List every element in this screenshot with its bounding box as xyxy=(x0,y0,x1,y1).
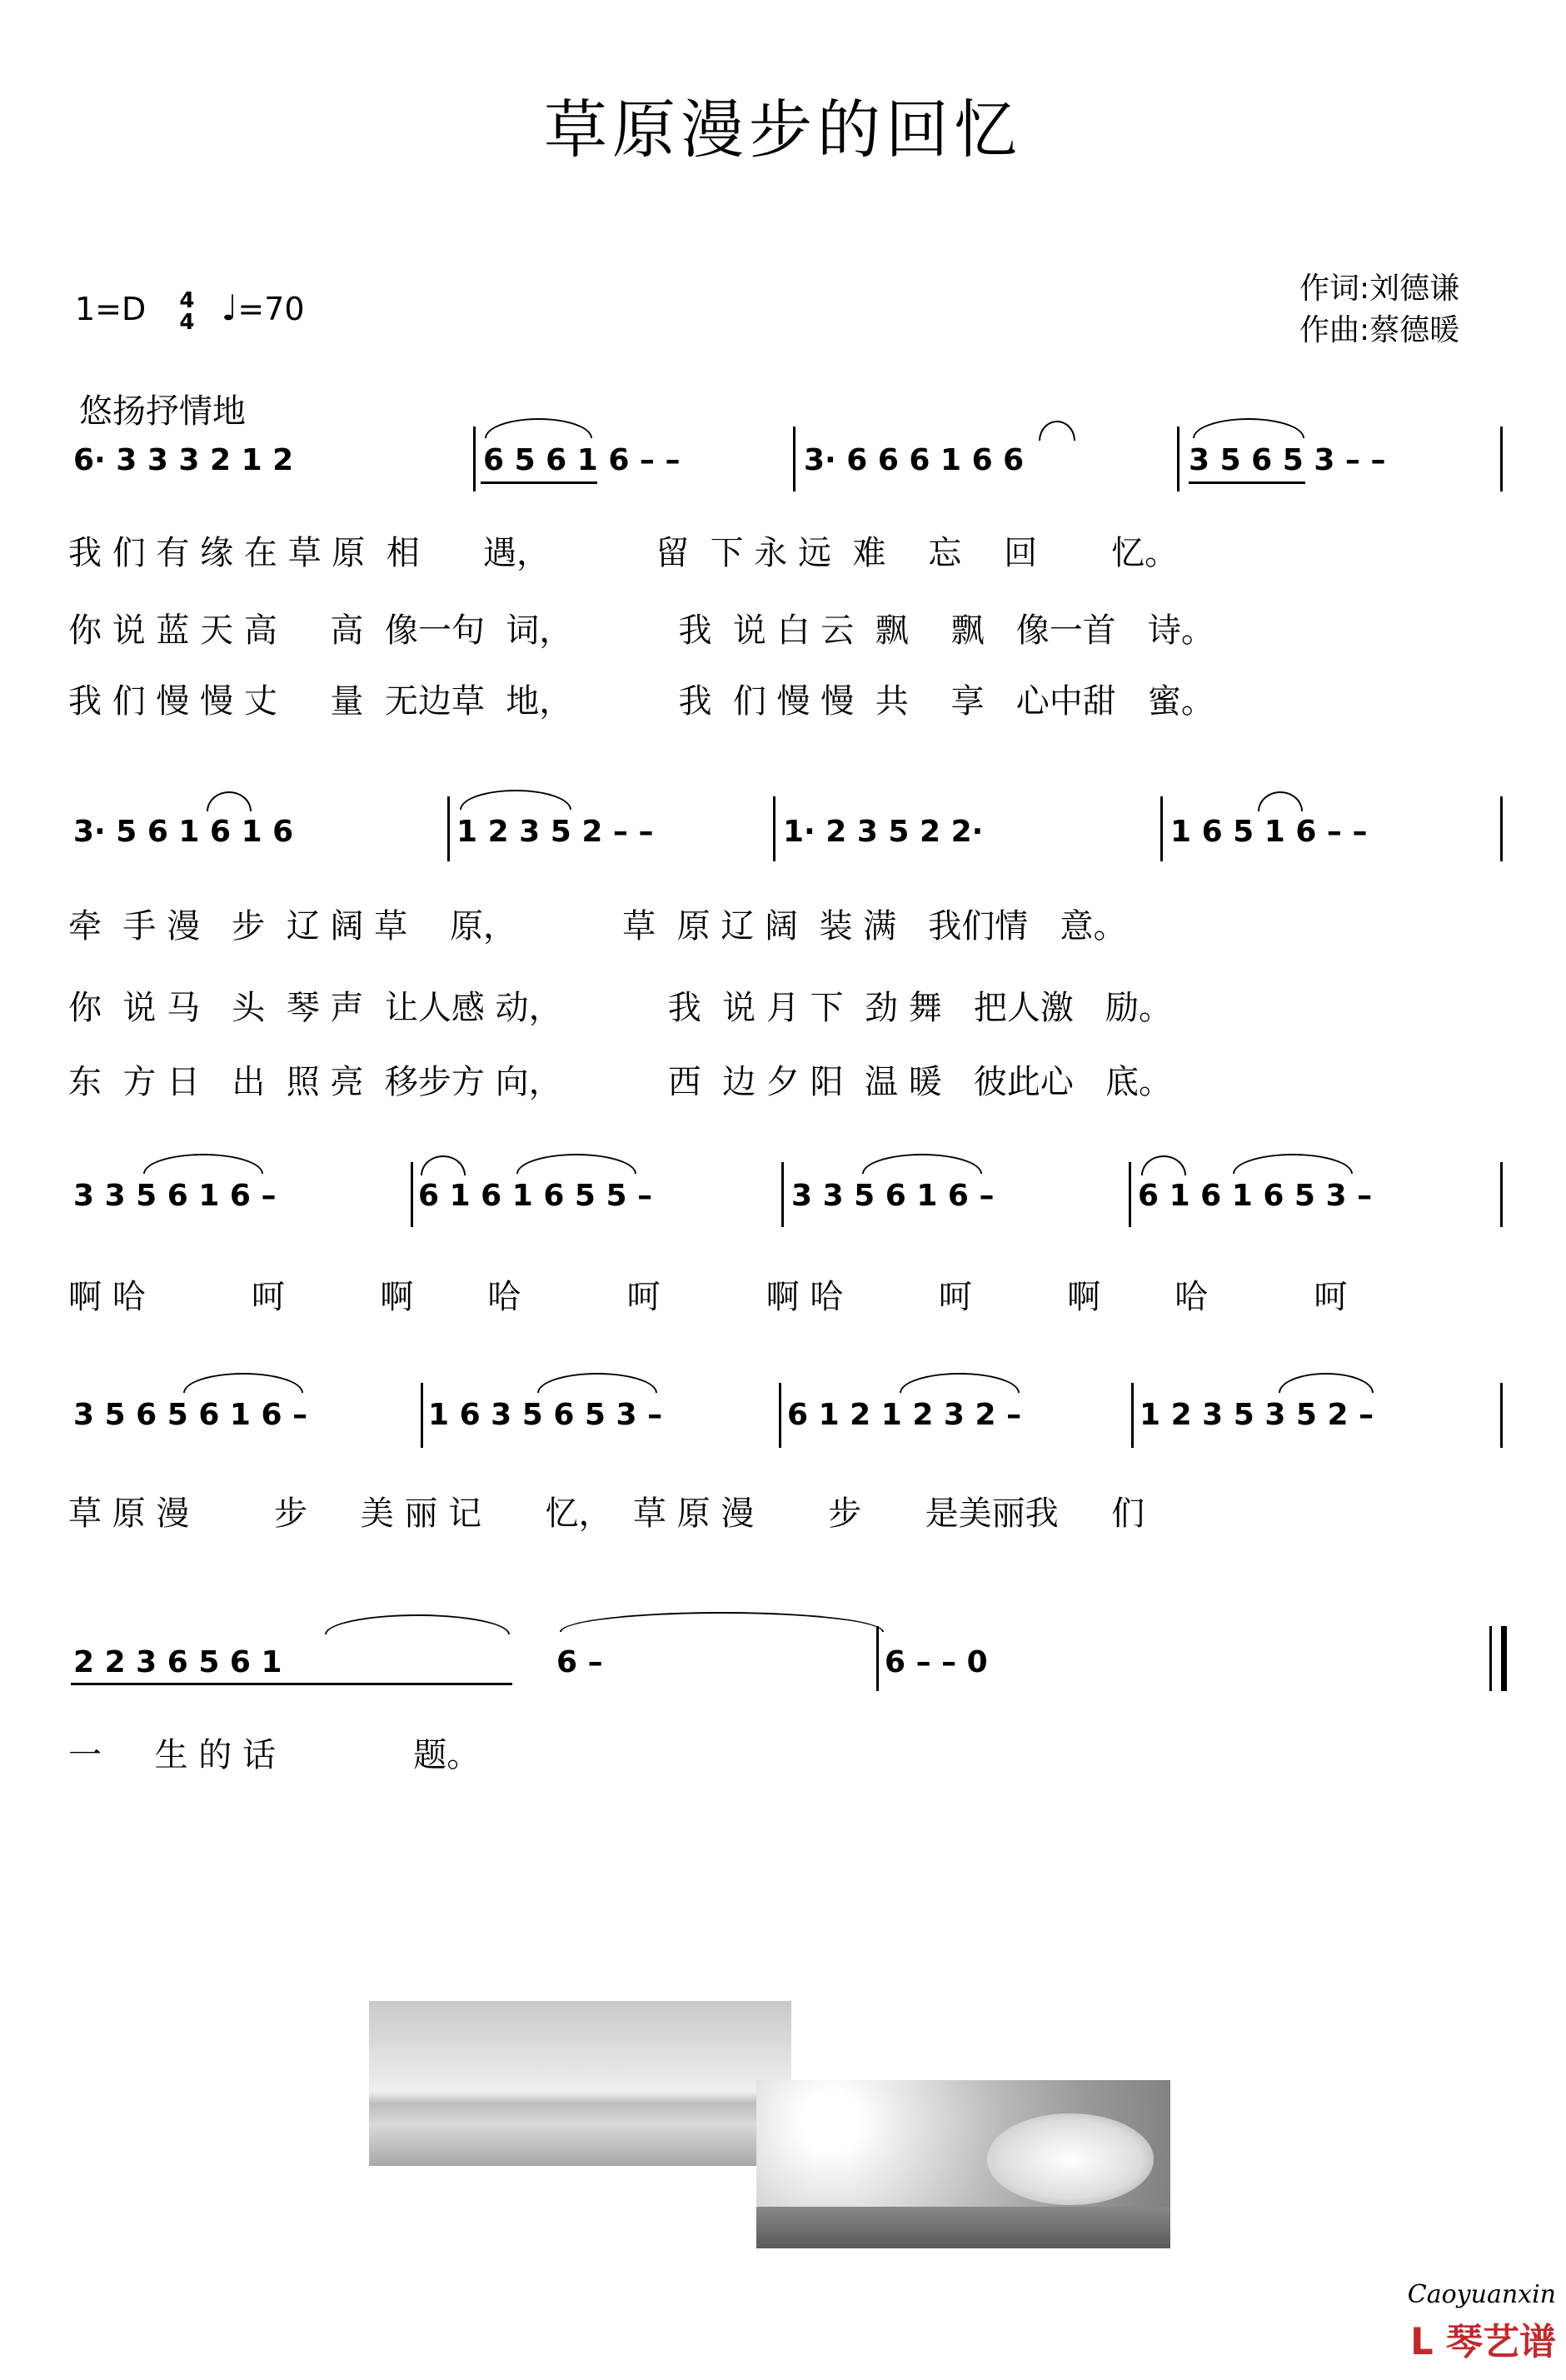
sunny-sky-photo xyxy=(756,2080,1170,2248)
composer: 作曲:蔡德暖 xyxy=(1299,313,1460,347)
expression-mark: 悠扬抒情地 xyxy=(79,392,246,431)
measure: 6 1 6 1 6 5 3 – xyxy=(1138,1179,1373,1213)
barline xyxy=(779,1383,781,1448)
watermark-text: Caoyuanxin xyxy=(1407,2280,1556,2309)
lyric-line: 草 原 漫 步 美 丽 记 忆， 草 原 漫 步 是美丽我 们 xyxy=(68,1494,1145,1533)
slur xyxy=(560,1612,884,1632)
lyric-line: 你 说 蓝 天 高 高 像一句 词， 我 说 白 云 飘 飘 像一首 诗。 xyxy=(68,611,1214,650)
underline xyxy=(481,481,597,484)
measure: 1· 2 3 5 2 2· xyxy=(783,815,984,849)
barline xyxy=(876,1626,879,1691)
slur xyxy=(421,1155,466,1175)
credits xyxy=(1299,268,1459,352)
final-barline xyxy=(1489,1626,1492,1691)
measure: 3· 6 6 6 1 6 6 xyxy=(804,443,1025,477)
underline xyxy=(71,1683,512,1685)
slur xyxy=(516,1154,636,1174)
barline xyxy=(781,1162,784,1227)
lyric-line: 我 们 慢 慢 丈 量 无边草 地， 我 们 慢 慢 共 享 心中甜 蜜。 xyxy=(68,682,1214,721)
measure: 1 2 3 5 3 5 2 – xyxy=(1140,1398,1374,1432)
measure: 1 6 5 1 6 – – xyxy=(1170,815,1368,849)
barline xyxy=(447,796,450,861)
measure: 6 – xyxy=(556,1645,603,1679)
measure: 1 6 3 5 6 5 3 – xyxy=(428,1398,663,1432)
key-signature: 1=D xyxy=(75,291,147,327)
measure: 6 5 6 1 6 – – xyxy=(483,443,681,477)
slur xyxy=(900,1373,1020,1393)
slur xyxy=(1193,418,1304,438)
barline xyxy=(1500,1162,1503,1227)
barline xyxy=(1500,1383,1503,1448)
barline xyxy=(1500,796,1503,861)
slur xyxy=(1233,1154,1353,1174)
watermark-logo: ᒪ 琴艺谱 xyxy=(1410,2321,1556,2363)
grassland-photo xyxy=(369,2001,791,2166)
slur xyxy=(485,418,592,438)
final-barline xyxy=(1501,1626,1507,1691)
barline xyxy=(473,427,476,491)
measure: 2 2 3 6 5 6 1 xyxy=(73,1645,282,1679)
underline xyxy=(1189,481,1305,484)
slur xyxy=(183,1373,303,1393)
barline xyxy=(1160,796,1163,861)
slur xyxy=(1258,791,1303,811)
measure: 3 3 5 6 1 6 – xyxy=(73,1179,277,1213)
measure: 6 1 2 1 2 3 2 – xyxy=(787,1398,1022,1432)
barline xyxy=(1177,427,1179,491)
measure: 6 – – 0 xyxy=(885,1645,988,1679)
slur xyxy=(537,1373,657,1393)
lyric-line: 一 生 的 话 题。 xyxy=(68,1736,481,1774)
lyric-line: 啊 哈 呵 啊 哈 呵 啊 哈 呵 啊 哈 呵 xyxy=(68,1278,1348,1316)
cloud xyxy=(987,2113,1154,2205)
barline xyxy=(421,1383,423,1448)
slur xyxy=(1039,421,1075,441)
measure: 3 5 6 5 3 – – xyxy=(1189,443,1386,477)
measure: 3 5 6 5 6 1 6 – xyxy=(73,1398,308,1432)
barline xyxy=(773,796,776,861)
measure: 6 1 6 1 6 5 5 – xyxy=(418,1179,653,1213)
barline xyxy=(411,1162,413,1227)
measure: 6· 3 3 3 2 1 2 xyxy=(73,443,294,477)
watermark xyxy=(1407,2280,1556,2365)
lyricist: 作词:刘德谦 xyxy=(1299,272,1460,306)
ground xyxy=(756,2207,1170,2248)
logo-mark-icon: ᒪ xyxy=(1410,2321,1446,2363)
time-signature: 4 4 xyxy=(179,287,195,335)
lyric-line: 你 说 马 头 琴 声 让人感 动， 我 说 月 下 劲 舞 把人激 励。 xyxy=(68,989,1173,1027)
tempo: =70 xyxy=(237,291,305,327)
slur xyxy=(207,791,252,811)
measure: 1 2 3 5 2 – – xyxy=(456,815,654,849)
slur xyxy=(1279,1373,1374,1393)
slur xyxy=(325,1614,510,1634)
key-tempo-line xyxy=(75,287,305,333)
lyric-line: 牵 手 漫 步 辽 阔 草 原， 草 原 辽 阔 装 满 我们情 意。 xyxy=(68,907,1127,946)
barline xyxy=(1129,1162,1131,1227)
lyric-line: 东 方 日 出 照 亮 移步方 向， 西 边 夕 阳 温 暖 彼此心 底。 xyxy=(68,1063,1173,1101)
slur xyxy=(143,1154,263,1174)
barline xyxy=(1131,1383,1134,1448)
slur xyxy=(1141,1155,1186,1175)
song-title: 草原漫步的回忆 xyxy=(544,92,1022,167)
lyric-line: 我 们 有 缘 在 草 原 相 遇， 留 下 永 远 难 忘 回 忆。 xyxy=(68,534,1179,572)
slur xyxy=(460,790,571,810)
slur xyxy=(862,1154,982,1174)
barline xyxy=(793,427,795,491)
barline xyxy=(1500,427,1503,491)
measure: 3 3 5 6 1 6 – xyxy=(791,1179,995,1213)
measure: 3· 5 6 1 6 1 6 xyxy=(73,815,294,849)
quarter-note-icon: ♩ xyxy=(221,287,238,328)
